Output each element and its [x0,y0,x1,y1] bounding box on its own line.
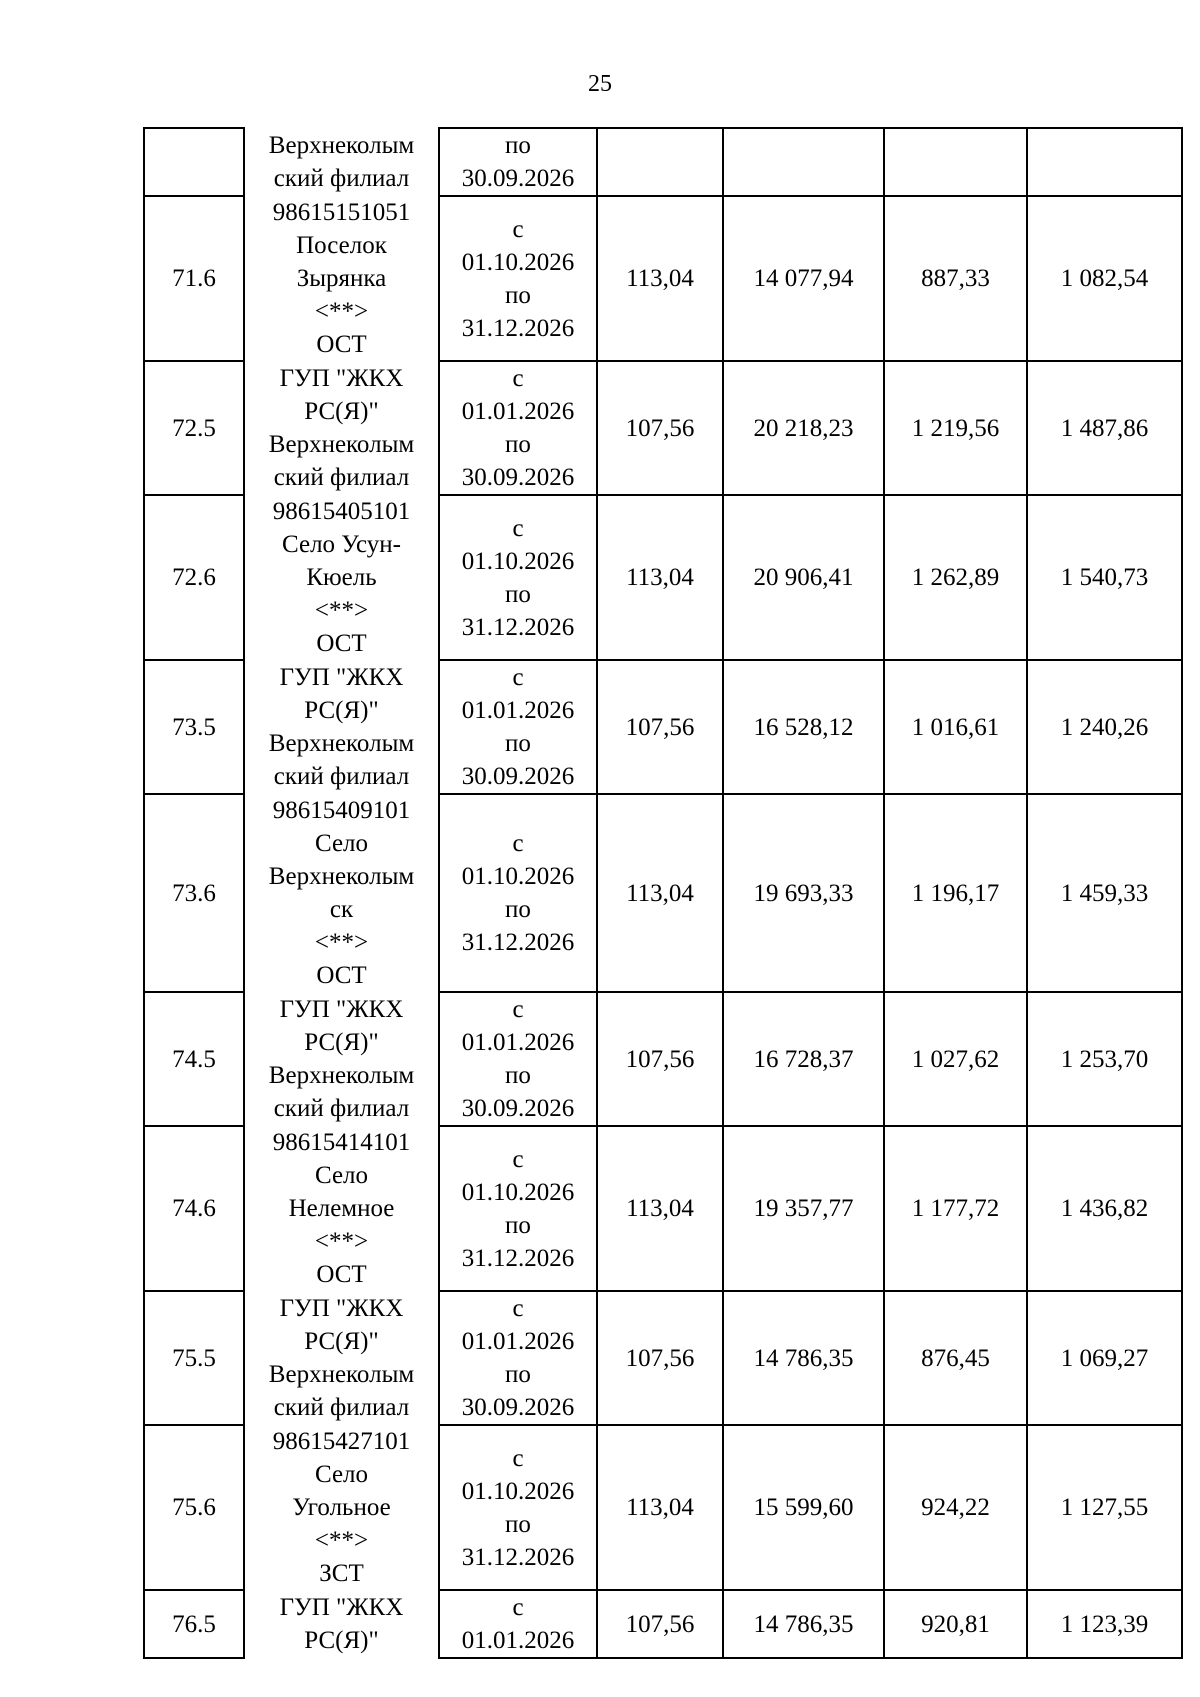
table-row [144,495,1182,660]
organization-line: Угольное [292,1494,391,1521]
index-cell: 113,04 [597,495,723,660]
row-number-cell: 74.5 [144,992,244,1126]
period-line: с [512,664,524,691]
row-number-cell: 75.5 [144,1291,244,1425]
period-line: по [505,580,531,608]
period-cell [439,196,597,361]
period-cell [439,1425,597,1590]
organization-line: Зырянка [296,265,387,292]
organization-line: Верхнеколым [268,1062,415,1089]
organization-line: РС(Я)" [304,697,379,724]
organization-line: ский филиал [273,1394,410,1421]
organization-line: Село [314,1162,369,1189]
row-number-cell: 76.5 [144,1590,244,1658]
period-line: с [512,830,524,857]
period-line: по [505,1062,531,1089]
organization-line: <**> [314,1228,369,1255]
period-line: 01.01.2026 [461,398,575,425]
organization-line: Поселок [296,232,387,259]
tariff-value-cell: 14 786,35 [723,1291,884,1425]
period-line: с [512,1444,524,1472]
organization-line: <**> [314,1527,369,1554]
row-number-cell: 72.5 [144,361,244,495]
organization-line: 98615427101 [272,1428,411,1455]
organization-line: Верхнеколым [268,863,415,890]
table-row [144,794,1182,992]
organization-line: 98615414101 [272,1129,411,1156]
organization-line: Верхнеколым [268,1361,415,1388]
organization-line: РС(Я)" [304,398,379,425]
tariff-value-cell: 19 357,77 [723,1126,884,1291]
organization-cell [244,992,439,1126]
period-line: по [505,1510,531,1538]
row-number-cell: 71.6 [144,196,244,361]
component-value-cell [884,128,1027,196]
component-value-cell: 887,33 [884,196,1027,361]
organization-cell [244,1425,439,1590]
index-cell: 113,04 [597,1126,723,1291]
organization-line: 98615151051 [272,199,411,226]
period-cell [439,660,597,794]
organization-line: ГУП "ЖКХ [279,1594,404,1621]
organization-line: ОСТ [316,962,367,989]
organization-line: РС(Я)" [304,1328,379,1355]
organization-cell [244,660,439,794]
row-number-cell [144,128,244,196]
organization-line: Верхнеколым [268,730,415,757]
organization-line: ский филиал [273,763,410,790]
organization-line: ГУП "ЖКХ [279,664,404,691]
organization-line: <**> [314,298,369,325]
component-value-cell: 876,45 [884,1291,1027,1425]
index-cell: 107,56 [597,660,723,794]
tariff-table [143,127,1183,1659]
total-value-cell: 1 123,39 [1027,1590,1182,1658]
total-value-cell: 1 127,55 [1027,1425,1182,1590]
period-line: 31.12.2026 [461,613,575,641]
period-line: 01.10.2026 [461,248,575,276]
tariff-value-cell: 20 218,23 [723,361,884,495]
period-line: 30.09.2026 [461,763,575,790]
period-line: по [505,1211,531,1239]
organization-line: Село [314,1461,369,1488]
component-value-cell: 924,22 [884,1425,1027,1590]
page-number: 25 [588,71,612,97]
tariff-value-cell: 16 728,37 [723,992,884,1126]
index-cell: 107,56 [597,1590,723,1658]
component-value-cell: 1 262,89 [884,495,1027,660]
period-line: с [512,996,524,1023]
organization-line: Нелемное [288,1195,395,1222]
component-value-cell: 920,81 [884,1590,1027,1658]
row-number-cell: 72.6 [144,495,244,660]
period-cell [439,1590,597,1658]
row-number-cell: 73.5 [144,660,244,794]
organization-line: ский филиал [273,1095,410,1122]
period-line: 30.09.2026 [461,1095,575,1122]
organization-line: РС(Я)" [304,1029,379,1056]
period-cell [439,794,597,992]
period-line: 01.01.2026 [461,1328,575,1355]
total-value-cell: 1 540,73 [1027,495,1182,660]
period-cell [439,361,597,495]
organization-line: ГУП "ЖКХ [279,365,404,392]
component-value-cell: 1 196,17 [884,794,1027,992]
organization-line: ГУП "ЖКХ [279,1295,404,1322]
tariff-value-cell: 15 599,60 [723,1425,884,1590]
period-line: 31.12.2026 [461,1543,575,1571]
row-number-cell: 74.6 [144,1126,244,1291]
tariff-value-cell: 14 077,94 [723,196,884,361]
index-cell [597,128,723,196]
period-line: 31.12.2026 [461,929,575,956]
period-line: с [512,514,524,542]
organization-line: <**> [314,929,369,956]
organization-cell [244,794,439,992]
table-row [144,128,1182,196]
row-number-cell: 75.6 [144,1425,244,1590]
period-line: 30.09.2026 [461,464,575,491]
organization-line: ОСТ [316,630,367,657]
table-row [144,1425,1182,1590]
table-row [144,1126,1182,1291]
period-line: по [505,431,531,458]
period-line: с [512,365,524,392]
period-line: 31.12.2026 [461,314,575,342]
organization-line: <**> [314,597,369,624]
period-line: по [505,281,531,309]
period-line: 31.12.2026 [461,1244,575,1272]
table-row [144,1291,1182,1425]
period-cell [439,128,597,196]
period-line: с [512,1145,524,1173]
period-cell [439,1126,597,1291]
table-row [144,1590,1182,1658]
period-line: 01.10.2026 [461,863,575,890]
organization-line: Село Усун- [282,531,401,558]
organization-line: Кюель [306,564,377,591]
tariff-value-cell: 19 693,33 [723,794,884,992]
organization-line: ский филиал [273,165,410,192]
period-line: 01.10.2026 [461,1178,575,1206]
organization-line: ский филиал [273,464,410,491]
period-line: 01.10.2026 [461,547,575,575]
period-line: 30.09.2026 [461,1394,575,1421]
period-line: по [505,1361,531,1388]
index-cell: 107,56 [597,992,723,1126]
total-value-cell: 1 240,26 [1027,660,1182,794]
table-row [144,361,1182,495]
period-line: по [505,730,531,757]
total-value-cell: 1 459,33 [1027,794,1182,992]
index-cell: 113,04 [597,794,723,992]
organization-line: Верхнеколым [268,431,415,458]
period-cell [439,495,597,660]
component-value-cell: 1 177,72 [884,1126,1027,1291]
organization-line: Верхнеколым [268,132,415,159]
total-value-cell: 1 069,27 [1027,1291,1182,1425]
organization-line: 98615409101 [272,797,411,824]
component-value-cell: 1 027,62 [884,992,1027,1126]
component-value-cell: 1 219,56 [884,361,1027,495]
organization-line: ОСТ [316,331,367,358]
period-line: 30.09.2026 [461,165,575,192]
period-line: 01.01.2026 [461,1029,575,1056]
tariff-value-cell: 20 906,41 [723,495,884,660]
period-cell [439,992,597,1126]
organization-cell [244,128,439,196]
period-line: 01.10.2026 [461,1477,575,1505]
total-value-cell [1027,128,1182,196]
period-line: по [505,132,531,159]
total-value-cell: 1 487,86 [1027,361,1182,495]
total-value-cell: 1 436,82 [1027,1126,1182,1291]
index-cell: 113,04 [597,196,723,361]
table-row [144,196,1182,361]
index-cell: 107,56 [597,361,723,495]
organization-cell [244,361,439,495]
period-line: с [512,1594,524,1621]
organization-cell [244,196,439,361]
period-line: 01.01.2026 [461,1627,575,1654]
organization-line: Село [314,830,369,857]
period-line: с [512,1295,524,1322]
period-line: с [512,215,524,243]
period-line: по [505,896,531,923]
table-row [144,992,1182,1126]
organization-line: РС(Я)" [304,1627,379,1654]
index-cell: 113,04 [597,1425,723,1590]
period-cell [439,1291,597,1425]
organization-cell [244,1590,439,1658]
organization-cell [244,1126,439,1291]
component-value-cell: 1 016,61 [884,660,1027,794]
period-line: 01.01.2026 [461,697,575,724]
tariff-value-cell: 16 528,12 [723,660,884,794]
organization-line: ск [329,896,354,923]
index-cell: 107,56 [597,1291,723,1425]
total-value-cell: 1 082,54 [1027,196,1182,361]
organization-line: ГУП "ЖКХ [279,996,404,1023]
table-row [144,660,1182,794]
organization-cell [244,1291,439,1425]
row-number-cell: 73.6 [144,794,244,992]
tariff-value-cell: 14 786,35 [723,1590,884,1658]
tariff-value-cell [723,128,884,196]
organization-cell [244,495,439,660]
organization-line: ОСТ [316,1261,367,1288]
organization-line: 98615405101 [272,498,411,525]
total-value-cell: 1 253,70 [1027,992,1182,1126]
organization-line: ЗСТ [319,1560,364,1587]
